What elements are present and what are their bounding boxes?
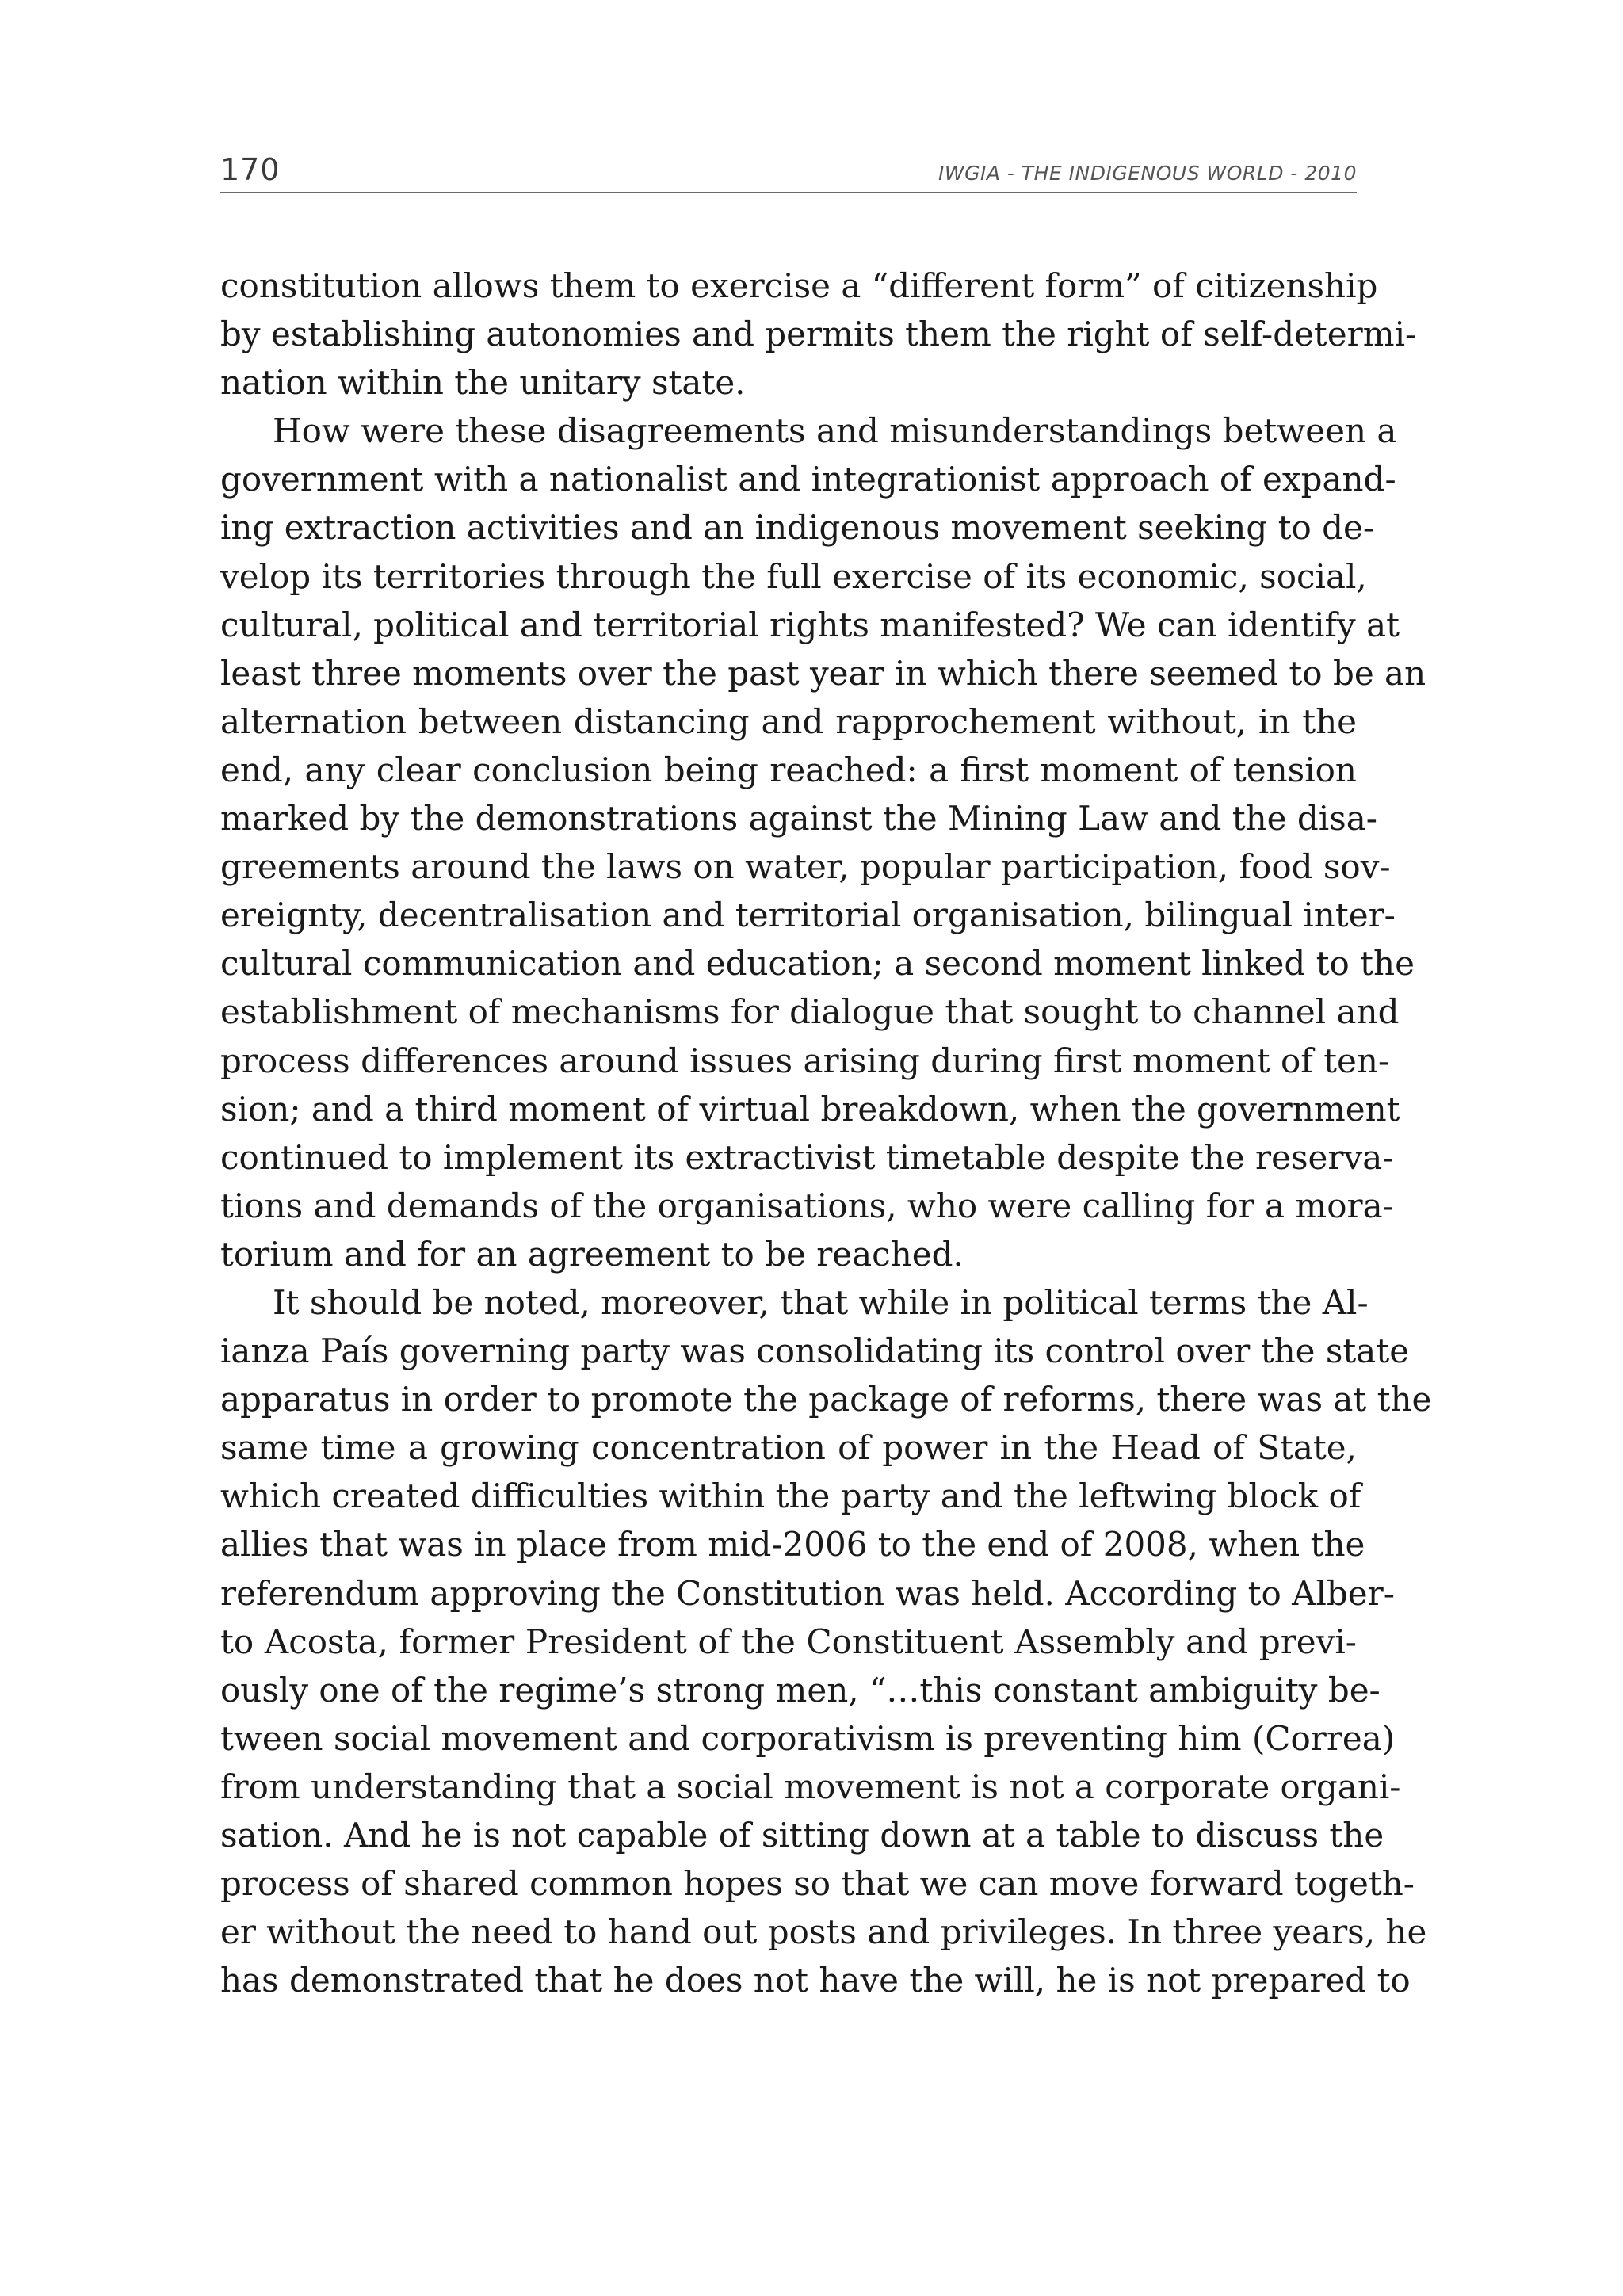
text-line: cultural, political and territorial rights manifested? We can identify at — [220, 605, 1400, 644]
text-line: torium and for an agreement to be reached. — [220, 1234, 964, 1274]
text-line: How were these disagreements and misunderstandings between a — [273, 411, 1397, 451]
paragraph — [220, 1278, 1432, 2004]
page-number: 170 — [220, 152, 281, 187]
text-line: It should be noted, moreover, that while in political terms the Al- — [273, 1282, 1369, 1322]
text-line: least three moments over the past year in which there seemed to be an — [220, 653, 1426, 693]
text-line: apparatus in order to promote the package of reforms, there was at the — [220, 1380, 1432, 1419]
text-line: which created difficulties within the party and the leftwing block of — [220, 1477, 1361, 1516]
running-title: IWGIA - THE INDIGENOUS WORLD - 2010 — [938, 162, 1357, 185]
text-line: government with a nationalist and integrationist approach of expand- — [220, 460, 1396, 499]
text-line: tions and demands of the organisations, who were calling for a mora- — [220, 1186, 1394, 1225]
text-line: by establishing autonomies and permits them the right of self-determi- — [220, 315, 1417, 354]
text-line: end, any clear conclusion being reached: a first moment of tension — [220, 750, 1357, 789]
text-line: ing extraction activities and an indigenous movement seeking to de- — [220, 508, 1375, 548]
text-line: ianza País governing party was consolidating its control over the state — [220, 1331, 1410, 1371]
text-line: cultural communication and education; a second moment linked to the — [220, 944, 1415, 984]
text-line: marked by the demonstrations against the Mining Law and the disa- — [220, 799, 1377, 839]
paragraph — [220, 262, 1417, 407]
text-line: from understanding that a social movement is not a corporate organi- — [220, 1767, 1401, 1806]
text-line: process of shared common hopes so that we can move forward togeth- — [220, 1864, 1415, 1904]
text-line: process differences around issues arising during first moment of ten- — [220, 1041, 1390, 1080]
text-line: velop its territories through the full exercise of its economic, social, — [220, 556, 1367, 596]
text-line: sion; and a third moment of virtual breakdown, when the government — [220, 1089, 1400, 1129]
text-line: er without the need to hand out posts and privileges. In three years, he — [220, 1912, 1427, 1952]
text-line: referendum approving the Constitution was held. According to Alber- — [220, 1573, 1395, 1613]
text-line: ously one of the regime’s strong men, “…this constant ambiguity be- — [220, 1670, 1381, 1710]
text-line: to Acosta, former President of the Constituent Assembly and previ- — [220, 1622, 1357, 1661]
text-line: constitution allows them to exercise a “different form” of citizenship — [220, 266, 1378, 305]
text-line: tween social movement and corporativism is preventing him (Correa) — [220, 1718, 1396, 1758]
text-line: same time a growing concentration of power in the Head of State, — [220, 1428, 1357, 1468]
text-line: has demonstrated that he does not have the will, he is not prepared to — [220, 1961, 1411, 2000]
text-line: allies that was in place from mid-2006 to the end of 2008, when the — [220, 1525, 1365, 1564]
paragraph — [220, 407, 1426, 1278]
running-header — [220, 151, 1357, 193]
body-text — [220, 262, 1432, 2004]
text-line: establishment of mechanisms for dialogue that sought to channel and — [220, 992, 1400, 1032]
text-line: alternation between distancing and rapprochement without, in the — [220, 701, 1357, 741]
text-line: sation. And he is not capable of sitting down at a table to discuss the — [220, 1816, 1384, 1855]
text-line: nation within the unitary state. — [220, 363, 746, 403]
text-line: continued to implement its extractivist timetable despite the reserva- — [220, 1137, 1394, 1177]
text-line: ereignty, decentralisation and territorial organisation, bilingual inter- — [220, 896, 1396, 935]
text-line: greements around the laws on water, popular participation, food sov- — [220, 847, 1391, 887]
